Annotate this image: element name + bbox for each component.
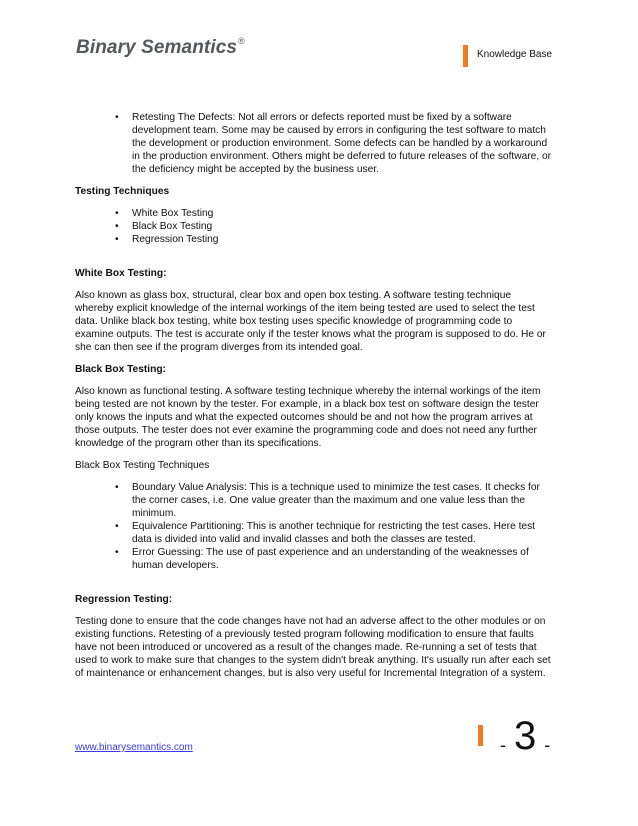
list-item [75,520,565,546]
logo-text: Binary Semantics [76,37,238,58]
text-line: Equivalence Partitioning: This is another technique for restricting the test cases. Here test [132,521,535,532]
text-line: the corner cases, i.e. One value greater than the maximum and one value less than the [132,495,526,506]
text-line: the development or production environment. Some defects can be handled by a workaround [132,138,548,149]
page-dash-right: - [544,735,551,755]
list-item [75,220,565,233]
bullet-icon: • [115,482,119,493]
testing-techniques-heading: Testing Techniques [75,186,170,197]
black-box-techniques-label: Black Box Testing Techniques [75,460,210,471]
text-line: Also known as glass box, structural, clear box and open box testing. A software testing technique [75,290,512,301]
bullet-icon: • [115,521,119,532]
text-line: used to work to make sure that changes to the system didn't break anything. It's usually run after each set [75,655,551,666]
website-link[interactable]: www.binarysemantics.com [75,742,193,753]
regression-heading: Regression Testing: [75,594,173,605]
black-box-paragraph [75,385,565,450]
text-line: have not been introduced or uncovered as a result of the changes made. Re-running a set of tests that [75,642,537,653]
page-dash-left: - [500,735,506,755]
bullet-icon: • [115,112,119,123]
text-line: of maintenance or enhancement changes, but is also very useful for Incremental Integration of a system. [75,668,546,679]
page-number [500,714,550,767]
text-line: whereby explicit knowledge of the internal workings of the item being tested are used to select the test [75,303,535,314]
list-item [75,546,565,572]
technique-label: White Box Testing [132,208,214,219]
bullet-icon: • [115,208,119,219]
text-line: Boundary Value Analysis: This is a technique used to minimize the test cases. It checks for [132,482,540,493]
text-line: those outputs. The tester does not ever examine the programming code and does not need any further [75,425,537,436]
text-line: existing functions. Retesting of a previously tested program following modification to ensure that faults [75,629,534,640]
header-title: Knowledge Base [477,49,553,60]
technique-label: Regression Testing [132,234,219,245]
text-line: she can then see if the program diverges from its intended goal. [75,342,363,353]
bullet-icon: • [115,234,119,245]
text-line: Testing done to ensure that the code changes have not had an adverse affect to the other modules or on [75,616,546,627]
bullet-icon: • [115,221,119,232]
technique-label: Black Box Testing [132,221,213,232]
text-line: Error Guessing: The use of past experience and an understanding of the weaknesses of [132,547,529,558]
text-line: development team. Some may be caused by errors in configuring the test software to match [132,125,546,136]
page-content [75,111,565,680]
list-item [75,481,565,520]
list-item [75,233,565,246]
footer-accent-bar [478,725,483,746]
text-line: examine outputs. The test is accurate only if the tester knows what the program is supposed to do. He or [75,329,546,340]
list-item [75,207,565,220]
text-line: Retesting The Defects: Not all errors or defects reported must be fixed by a software [132,112,512,123]
retesting-bullet [75,111,565,176]
white-box-paragraph [75,289,565,354]
text-line: being tested are not known by the tester. For example, in a black box test on software design the tester [75,399,539,410]
white-box-heading: White Box Testing: [75,268,167,279]
bullet-icon: • [115,547,119,558]
black-box-heading: Black Box Testing: [75,364,166,375]
text-line: human developers. [132,560,219,571]
text-line: the deficiency might be accepted by the business user. [132,164,379,175]
text-line: Also known as functional testing. A software testing technique whereby the internal workings of the item [75,386,541,397]
text-line: in the production environment. Others might be deferred to future releases of the software, or [132,151,552,162]
company-logo [76,36,245,59]
text-line: only knows the inputs and what the expected outcomes should be and not how the program arrives at [75,412,533,423]
header-accent-bar [463,45,468,67]
text-line: knowledge of the program other than its specifications. [75,438,322,449]
text-line: data. Unlike black box testing, white box testing uses specific knowledge of programming code to [75,316,513,327]
text-line: minimum. [132,508,177,519]
text-line: data is divided into valid and invalid classes and both the classes are tested. [132,534,476,545]
registered-mark: ® [238,36,245,46]
page-number-value: 3 [514,714,537,758]
regression-paragraph [75,615,565,680]
